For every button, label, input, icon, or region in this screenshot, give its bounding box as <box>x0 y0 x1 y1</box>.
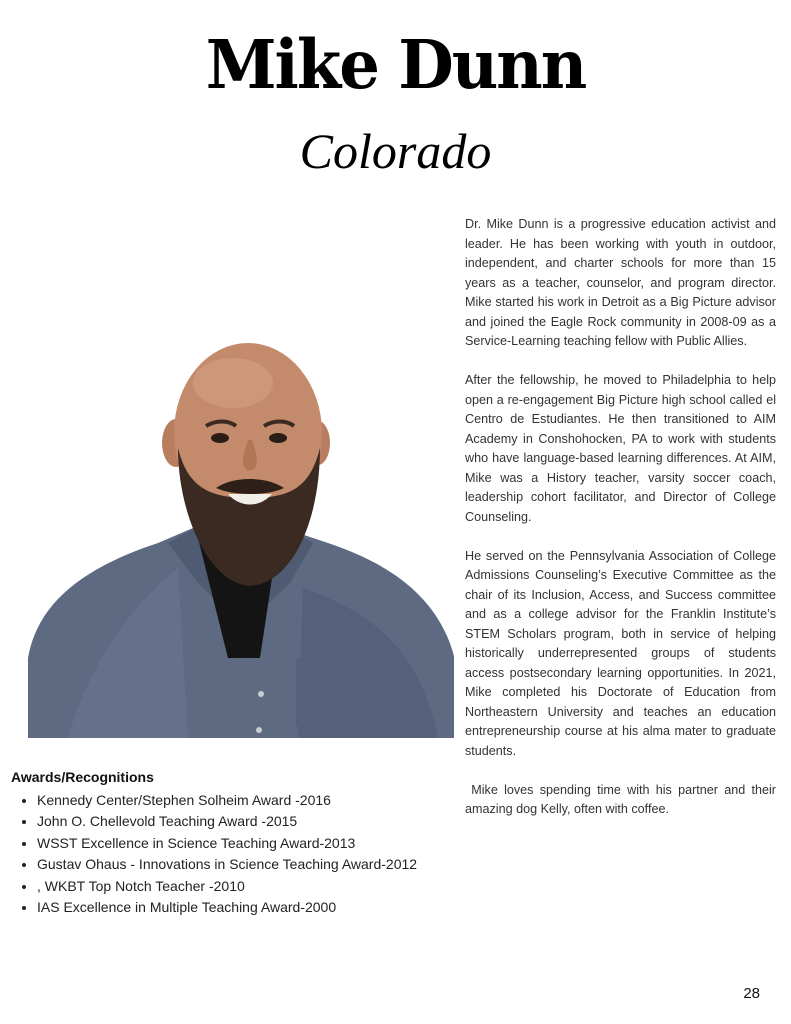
page-title: Mike Dunn <box>205 26 586 105</box>
bio-text <box>465 215 780 839</box>
portrait-photo <box>28 338 454 738</box>
bio-paragraph-3: He served on the Pennsylvania Association of College Admissions Counseling’s Executive Committee as the chair of its Inclusion, Access, and Success committee and as a college advisor for the Franklin Institute’s STEM Scholars program, both in service of helping historically underrepresented groups of students access postsecondary learning opportunities. In 2021, Mike completed his Doctorate of Education from Northeastern University and teaches an education entrepreneurship course at his alma mater to graduate students. <box>465 548 776 758</box>
award-item: • John O. Chellevold Teaching Award -2015 <box>37 811 451 832</box>
award-item: • IAS Excellence in Multiple Teaching Award-2000 <box>37 897 451 918</box>
page-number: 28 <box>743 985 760 1002</box>
award-item: • , WKBT Top Notch Teacher -2010 <box>37 876 451 897</box>
awards-section <box>11 768 451 918</box>
bio-paragraph-4: Mike loves spending time with his partner and their amazing dog Kelly, often with coffee. <box>465 782 780 816</box>
award-item: • Kennedy Center/Stephen Solheim Award -2016 <box>37 790 451 811</box>
bio-paragraph-1: Dr. Mike Dunn is a progressive education activist and leader. He has been working with youth in outdoor, independent, and charter schools for more than 15 years as a teacher, counselor, and program director. Mike started his work in Detroit as a Big Picture advisor and joined the Eagle Rock community in 2008-09 as a Service-Learning teaching fellow with Public Allies. <box>465 217 776 348</box>
bio-paragraph-2: After the fellowship, he moved to Philadelphia to help open a re-engagement Big Picture high school called el Centro de Estudiantes. He then transitioned to AIM Academy in Conshohocken, PA to work with students who have language-based learning differences. At AIM, Mike was a History teacher, varsity soccer coach, leadership cohort facilitator, and Director of College Counseling. <box>465 373 776 524</box>
awards-list <box>11 790 451 918</box>
page-subtitle-state: Colorado <box>299 123 492 179</box>
award-item: • Gustav Ohaus - Innovations in Science Teaching Award-2012 <box>37 854 451 875</box>
awards-heading: Awards/Recognitions <box>11 769 154 785</box>
portrait-illustration <box>28 338 454 738</box>
award-item: • WSST Excellence in Science Teaching Award-2013 <box>37 833 451 854</box>
